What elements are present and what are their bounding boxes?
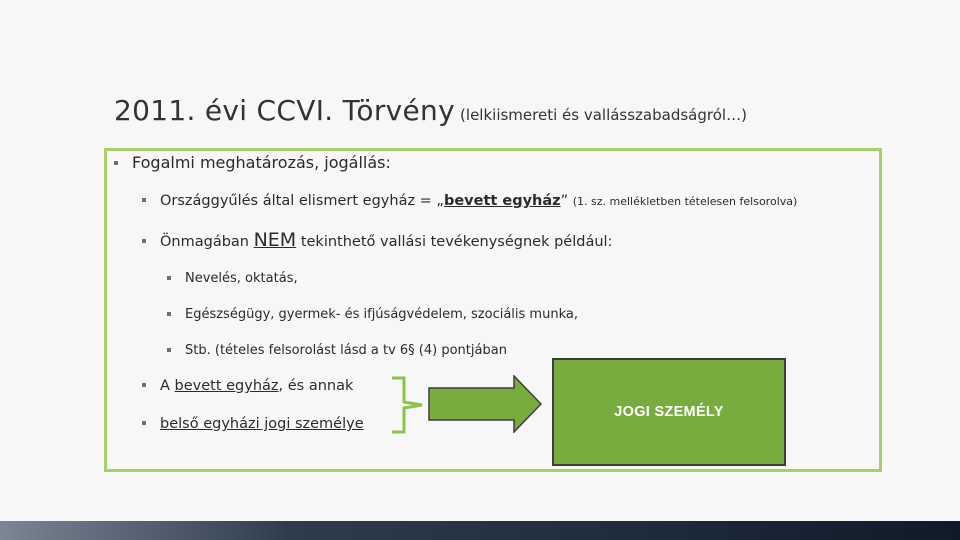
bullet-internal-entity — [142, 416, 364, 432]
bullet-recognized-church: Országgyűlés által elismert egyház = „bevett egyház” (1. sz. mellékletben tételesen felsorolva) — [142, 193, 797, 209]
bullet-square-icon — [167, 312, 171, 316]
bullet-square-icon — [114, 161, 118, 165]
bullet-etc: Stb. (tételes felsorolást lásd a tv 6§ (4) pontjában — [167, 343, 507, 358]
bevett-egyhaz-link[interactable]: bevett egyház — [174, 378, 279, 394]
bullet-square-icon — [167, 348, 171, 352]
bullet-bevett-egyhaz: A bevett egyház, és annak — [142, 378, 353, 394]
legal-entity-label: JOGI SZEMÉLY — [614, 404, 724, 420]
slide-title — [114, 94, 747, 127]
slide-title-main: 2011. évi CCVI. Törvény — [114, 94, 455, 127]
bullet-health: Egészségügy, gyermek- és ifjúságvédelem, szociális munka, — [167, 307, 578, 322]
annex-note: (1. sz. mellékletben tételesen felsorolva) — [572, 195, 798, 208]
bullet-square-icon — [142, 383, 146, 387]
bullet-education: Nevelés, oktatás, — [167, 271, 298, 286]
bullet-square-icon — [142, 198, 146, 202]
bullet-not-religious: Önmagában NEM tekinthető vallási tevékenységnek például: — [142, 229, 612, 251]
right-arrow-icon — [428, 375, 542, 433]
bullet-square-icon — [142, 239, 146, 243]
bullet-definition: Fogalmi meghatározás, jogállás: — [114, 153, 391, 172]
legal-entity-box — [552, 358, 786, 466]
footer-band — [0, 521, 960, 540]
internal-entity-link[interactable]: belső egyházi jogi személye — [160, 416, 364, 432]
slide-title-sub: (lelkiismereti és vallásszabadságról…) — [460, 106, 747, 124]
nem-emphasis: NEM — [253, 229, 297, 251]
bullet-square-icon — [142, 421, 146, 425]
bevett-egyhaz-emphasis: bevett egyház — [443, 193, 561, 209]
bullet-square-icon — [167, 276, 171, 280]
right-brace-icon — [388, 376, 428, 434]
